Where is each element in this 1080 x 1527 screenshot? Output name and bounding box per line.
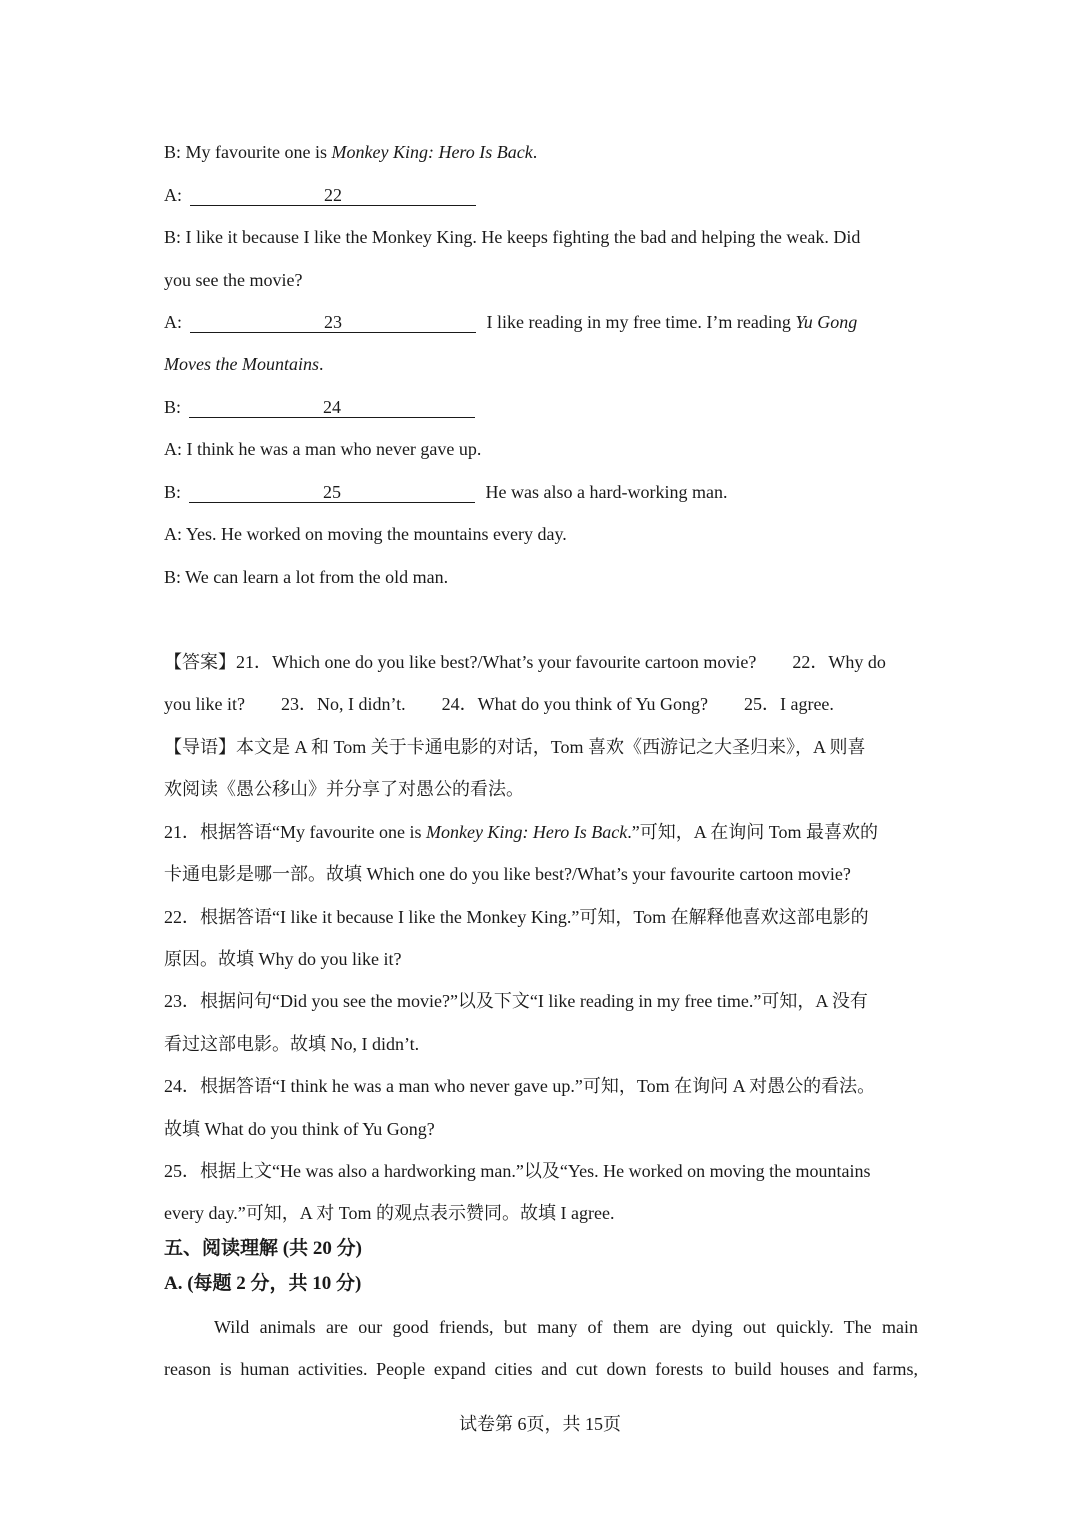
- dialogue-line: [164, 352, 323, 376]
- dialogue-line: [164, 225, 860, 249]
- explanation-line: [164, 905, 869, 929]
- speaker-label: B:: [164, 397, 182, 417]
- answer-22: 22．Why do: [792, 652, 886, 672]
- book-title: Moves the Mountains: [164, 354, 319, 374]
- explanation-line: [164, 1074, 875, 1098]
- speaker-label: B:: [164, 482, 182, 502]
- dialogue-line: [164, 522, 567, 546]
- answer-line: [164, 650, 886, 674]
- explanation-text: .”可知，A 在询问 Tom 最喜欢的: [627, 822, 878, 842]
- answer-label: 【答案】: [164, 652, 236, 672]
- answer-22-cont: you like it?: [164, 694, 245, 714]
- dialogue-line: [164, 268, 302, 292]
- movie-title: Monkey King: Hero Is Back: [331, 142, 533, 162]
- section-subheading: A. (每题 2 分，共 10 分): [164, 1273, 362, 1294]
- explanation-line: [164, 1032, 419, 1056]
- answer-blank-24[interactable]: 24: [189, 397, 475, 418]
- explanation-line: [164, 1201, 614, 1225]
- section-heading: 五、阅读理解 (共 20 分): [164, 1238, 362, 1259]
- dialogue-text: A: I think he was a man who never gave up.: [164, 439, 482, 459]
- answer-21: 21．Which one do you like best?/What’s your favourite cartoon movie?: [236, 652, 757, 672]
- answer-24: 24．What do you think of Yu Gong?: [441, 694, 708, 714]
- guide-text: 欢阅读《愚公移山》并分享了对愚公的看法。: [164, 779, 524, 799]
- page-footer: 试卷第 6页，共 15页: [459, 1414, 621, 1434]
- guide-text: 【导语】本文是 A 和 Tom 关于卡通电影的对话，Tom 喜欢《西游记之大圣归来》，A 则喜: [164, 737, 866, 757]
- answer-25: 25．I agree.: [743, 694, 834, 714]
- explanation-text: every day.”可知，A 对 Tom 的观点表示赞同。故填 I agree.: [164, 1203, 615, 1223]
- dialogue-text: B: My favourite one is: [164, 142, 332, 162]
- dialogue-line: [164, 437, 481, 461]
- guide-line: [164, 735, 866, 759]
- movie-title: Monkey King: Hero Is Back: [425, 822, 628, 842]
- explanation-line: [164, 1117, 435, 1141]
- explanation-text: 24．根据答语“I think he was a man who never gave up.”可知，Tom 在询问 A 对愚公的看法。: [164, 1076, 876, 1096]
- guide-line: [164, 777, 524, 801]
- explanation-text: 故填 What do you think of Yu Gong?: [164, 1119, 435, 1139]
- dialogue-text: He was also a hard-working man.: [485, 482, 728, 502]
- dialogue-text: B: I like it because I like the Monkey King. He keeps fighting the bad and helping the weak. Did: [164, 227, 861, 247]
- answer-blank-22[interactable]: 22: [190, 185, 476, 206]
- explanation-text: 22．根据答语“I like it because I like the Monkey King.”可知，Tom 在解释他喜欢这部电影的: [164, 907, 869, 927]
- explanation-line: [164, 1159, 871, 1183]
- answer-line: [164, 692, 834, 716]
- dialogue-line: [164, 183, 482, 207]
- explanation-line: [164, 989, 868, 1013]
- dialogue-text: B: We can learn a lot from the old man.: [164, 567, 449, 587]
- speaker-label: A:: [164, 185, 182, 205]
- dialogue-line: [164, 565, 448, 589]
- explanation-text: 原因。故填 Why do you like it?: [164, 949, 402, 969]
- explanation-text: 卡通电影是哪一部。故填 Which one do you like best?/What’s your favourite cartoon movie?: [164, 864, 851, 884]
- punctuation: .: [318, 354, 324, 374]
- explanation-text: 25．根据上文“He was also a hardworking man.”以及“Yes. He worked on moving the mountains: [164, 1161, 871, 1181]
- dialogue-line: [164, 140, 537, 164]
- explanation-line: [164, 947, 401, 971]
- explanation-line: [164, 820, 878, 844]
- passage-line: reason is human activities. People expand cities and cut down forests to build houses and farms,: [164, 1359, 918, 1379]
- dialogue-text: you see the movie?: [164, 270, 303, 290]
- dialogue-line: [164, 480, 727, 504]
- answer-23: 23．No, I didn’t.: [280, 694, 406, 714]
- punctuation: .: [532, 142, 538, 162]
- dialogue-text: I like reading in my free time. I’m reading: [486, 312, 796, 332]
- speaker-label: A:: [164, 312, 182, 332]
- explanation-text: 看过这部电影。故填 No, I didn’t.: [164, 1034, 420, 1054]
- answer-blank-25[interactable]: 25: [189, 482, 475, 503]
- dialogue-line: [164, 395, 481, 419]
- dialogue-line: [164, 310, 857, 334]
- passage-line: Wild animals are our good friends, but many of them are dying out quickly. The main: [214, 1317, 918, 1337]
- answer-blank-23[interactable]: 23: [190, 312, 476, 333]
- dialogue-text: A: Yes. He worked on moving the mountains every day.: [164, 524, 567, 544]
- explanation-text: 21．根据答语“My favourite one is: [164, 822, 426, 842]
- explanation-line: [164, 862, 851, 886]
- explanation-text: 23．根据问句“Did you see the movie?”以及下文“I like reading in my free time.”可知，A 没有: [164, 991, 868, 1011]
- book-title: Yu Gong: [795, 312, 858, 332]
